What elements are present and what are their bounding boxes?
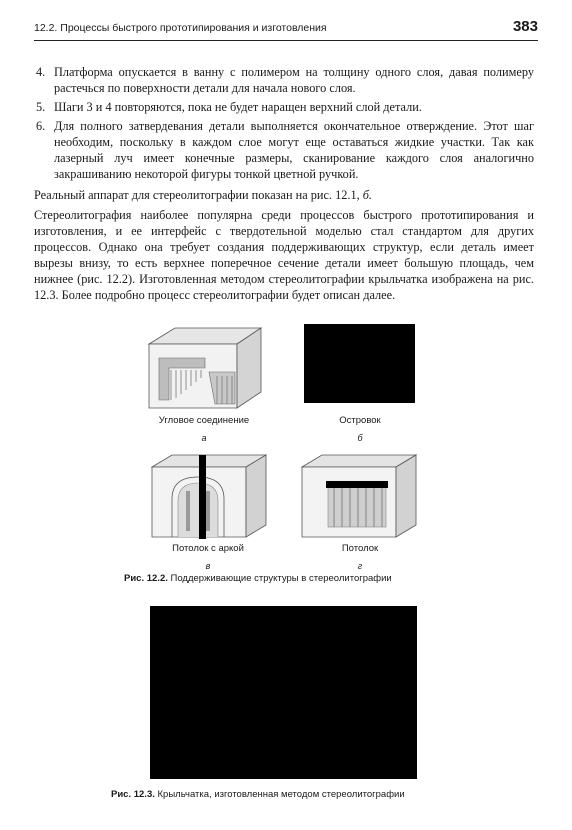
impeller-image — [150, 606, 417, 779]
figure-caption-text: Поддерживающие структуры в стереолитографии — [167, 573, 392, 584]
figure-caption-text: Крыльчатка, изготовленная методом стереолитографии — [154, 789, 405, 800]
panel-label: Островок — [339, 415, 381, 426]
paragraph-text: Реальный аппарат для стереолитографии показан на рис. 12.1, — [34, 188, 363, 202]
numbered-list — [34, 64, 534, 185]
figure-caption — [124, 573, 392, 584]
panel-label: Потолок — [341, 543, 379, 554]
corner-joint-diagram — [145, 324, 265, 412]
list-item — [34, 99, 534, 115]
arched-ceiling-diagram — [150, 453, 268, 539]
list-item-text: Для полного затвердевания детали выполняется окончательное отверждение. Этот шаг необходим, поскольку в каждом слое могут еще оставаться жидкие участки. Так как лазерный луч имеет конечные размеры, сканирование каждого слоя аналогично закрашиванию некоторой фигуры тонкой цветной ручкой. — [54, 119, 534, 181]
paragraph: Стереолитография наиболее популярна среди процессов быстрого прототипирования и изготовления, и ее интерфейс с твердотельной моделью стал стандартом для других процессов. Однако она требует создания поддерживающих структур, если деталь имеет вырезы внизу, то есть верхнее поперечное сечение детали имеет большую площадь, чем нижнее (рис. 12.2). Изготовленная методом стереолитографии крыльчатка изображена на рис. 12.3. Более подробно процесс стереолитографии будет описан далее. — [34, 208, 534, 302]
list-item-number: 6. — [36, 119, 46, 133]
page-header — [34, 18, 538, 41]
list-item-text: Шаги 3 и 4 повторяются, пока не будет наращен верхний слой детали. — [54, 100, 422, 114]
figure-ref: б. — [362, 188, 373, 202]
running-title: 12.2. Процессы быстрого прототипирования и изготовления — [34, 22, 327, 34]
paragraph — [34, 187, 534, 203]
list-item — [34, 118, 534, 182]
page-number: 383 — [512, 18, 538, 35]
list-item — [34, 64, 534, 96]
panel-label: Угловое соединение — [158, 415, 250, 426]
figure-caption-label: Рис. 12.2. — [124, 573, 168, 584]
list-item-number: 4. — [36, 65, 46, 79]
panel-label: Потолок с аркой — [172, 543, 244, 554]
panel-letter: г — [357, 561, 363, 571]
panel-letter: а — [201, 433, 207, 443]
panel-letter: б — [357, 433, 363, 443]
ceiling-diagram — [300, 453, 418, 539]
list-item-number: 5. — [36, 100, 46, 114]
island-image — [304, 324, 415, 403]
figure-caption — [111, 789, 405, 800]
panel-letter: в — [205, 561, 211, 571]
list-item-text: Платформа опускается в ванну с полимером на толщину одного слоя, давая полимеру растечься по поверхности детали для начала нового слоя. — [54, 65, 534, 95]
figure-caption-label: Рис. 12.3. — [111, 789, 155, 800]
